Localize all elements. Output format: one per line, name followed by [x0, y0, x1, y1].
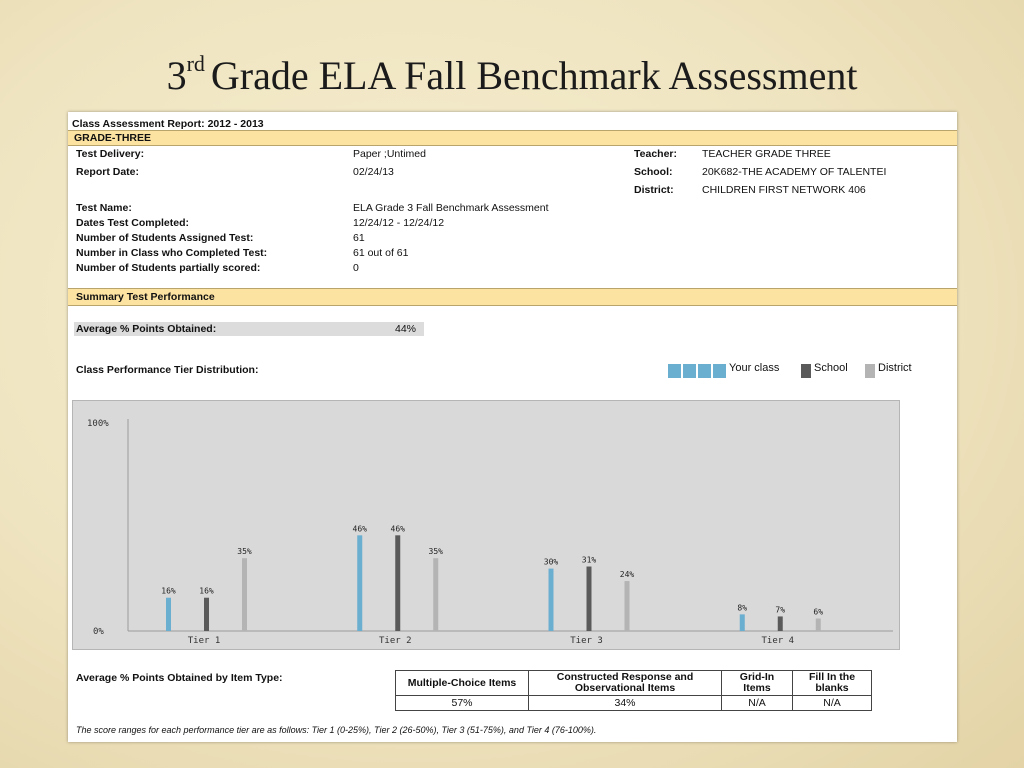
dates-completed-value: 12/24/12 - 12/24/12 [353, 217, 445, 229]
bar-label-school-tier-2: 46% [390, 524, 405, 534]
legend-your-class: Your class [729, 362, 780, 374]
item-type-header-mc: Multiple-Choice Items [396, 671, 529, 696]
item-type-header-grid: Grid-In Items [722, 671, 793, 696]
bar-label-district-tier-2: 35% [428, 547, 443, 557]
test-delivery-value: Paper ;Untimed [353, 148, 426, 160]
tier-distribution-chart-svg [73, 401, 899, 649]
y-tick-label: 0% [93, 627, 104, 637]
report-header: Class Assessment Report: 2012 - 2013 [72, 118, 264, 130]
legend-swatch-your-class-2 [683, 364, 696, 378]
item-type-value-cr: 34% [529, 696, 722, 711]
summary-band [68, 288, 957, 306]
school-label: School: [634, 166, 673, 178]
bar-label-school-tier-1: 16% [199, 586, 214, 596]
bar-label-school-tier-4: 7% [775, 605, 786, 615]
district-value: CHILDREN FIRST NETWORK 406 [702, 184, 866, 196]
bar-school-tier-3 [587, 567, 592, 631]
item-type-value-grid: N/A [722, 696, 793, 711]
item-type-label: Average % Points Obtained by Item Type: [76, 672, 283, 684]
x-tick-label-tier-2: Tier 2 [378, 636, 412, 646]
legend-district: District [878, 362, 912, 374]
bar-your-class-tier-1 [166, 598, 171, 631]
legend-swatch-your-class-1 [668, 364, 681, 378]
bar-district-tier-4 [816, 619, 821, 631]
bar-label-your-class-tier-1: 16% [161, 586, 176, 596]
class-assessment-report [68, 112, 957, 742]
bar-label-school-tier-3: 31% [581, 555, 597, 565]
bar-your-class-tier-2 [357, 535, 362, 631]
students-assigned-value: 61 [353, 232, 365, 244]
avg-points-label: Average % Points Obtained: [76, 323, 217, 335]
bar-label-district-tier-4: 6% [813, 607, 824, 617]
bar-label-district-tier-3: 24% [619, 570, 635, 580]
report-date-label: Report Date: [76, 166, 140, 178]
slide-title [0, 52, 1024, 99]
item-type-header-cr: Constructed Response and Observational Items [529, 671, 722, 696]
x-tick-label-tier-4: Tier 4 [761, 636, 795, 646]
test-delivery-label: Test Delivery: [76, 148, 145, 160]
test-name-label: Test Name: [76, 202, 132, 214]
school-value: 20K682-THE ACADEMY OF TALENTEI [702, 166, 887, 178]
teacher-value: TEACHER GRADE THREE [702, 148, 831, 160]
grade-band-label: GRADE-THREE [74, 132, 152, 144]
legend-swatch-school [801, 364, 811, 378]
title-suffix: rd [186, 50, 205, 76]
test-name-value: ELA Grade 3 Fall Benchmark Assessment [353, 202, 549, 214]
item-type-header-fill: Fill In the blanks [793, 671, 872, 696]
summary-band-label: Summary Test Performance [76, 291, 215, 303]
legend-swatch-your-class-3 [698, 364, 711, 378]
district-label: District: [634, 184, 674, 196]
x-tick-label-tier-3: Tier 3 [570, 636, 603, 646]
legend-swatch-district [865, 364, 875, 378]
dates-completed-label: Dates Test Completed: [76, 217, 189, 229]
partially-scored-label: Number of Students partially scored: [76, 262, 261, 274]
report-date-value: 02/24/13 [353, 166, 394, 178]
students-completed-value: 61 out of 61 [353, 247, 409, 259]
bar-label-your-class-tier-2: 46% [352, 524, 367, 534]
tier-distribution-label: Class Performance Tier Distribution: [76, 364, 259, 376]
bar-district-tier-2 [433, 558, 438, 631]
bar-district-tier-1 [242, 558, 247, 631]
avg-points-value: 44% [395, 323, 417, 335]
title-number: 3 [166, 53, 187, 98]
item-type-value-fill: N/A [793, 696, 872, 711]
students-assigned-label: Number of Students Assigned Test: [76, 232, 254, 244]
item-type-table [395, 670, 872, 711]
bar-school-tier-1 [204, 598, 209, 631]
bar-school-tier-2 [395, 535, 400, 631]
x-tick-label-tier-1: Tier 1 [187, 636, 221, 646]
bar-your-class-tier-4 [740, 614, 745, 631]
partially-scored-value: 0 [353, 262, 359, 274]
students-completed-label: Number in Class who Completed Test: [76, 247, 268, 259]
bar-label-your-class-tier-4: 8% [737, 603, 748, 613]
grade-band [68, 130, 957, 146]
legend-school: School [814, 362, 848, 374]
bar-your-class-tier-3 [549, 569, 554, 631]
bar-label-your-class-tier-3: 30% [543, 557, 559, 567]
bar-school-tier-4 [778, 616, 783, 631]
tier-distribution-chart [72, 400, 900, 650]
y-tick-label: 100% [87, 419, 109, 429]
teacher-label: Teacher: [634, 148, 677, 160]
bar-label-district-tier-1: 35% [237, 547, 252, 557]
legend-swatch-your-class-4 [713, 364, 726, 378]
title-text: Grade ELA Fall Benchmark Assessment [210, 53, 858, 98]
footnote: The score ranges for each performance tier are as follows: Tier 1 (0-25%), Tier 2 (26-50%), Tier 3 (51-75%), and Tier 4 (76-100%). [76, 725, 597, 735]
bar-district-tier-3 [625, 581, 630, 631]
item-type-value-mc: 57% [396, 696, 529, 711]
